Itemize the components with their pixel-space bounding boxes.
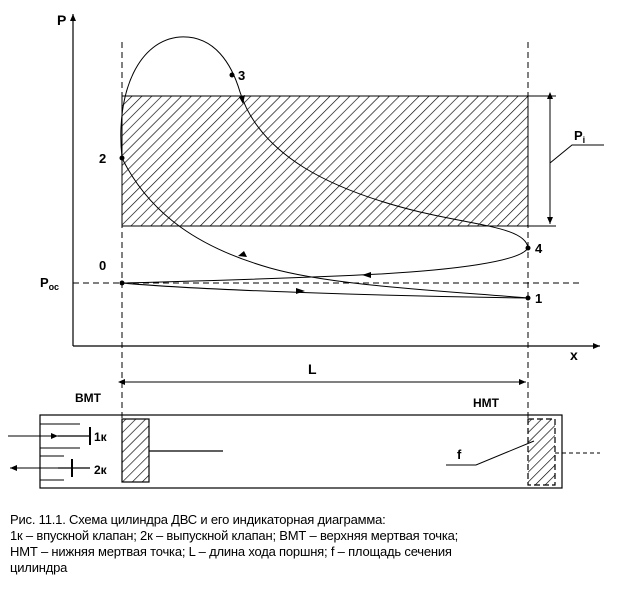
exhaust-valve-label: 2к xyxy=(94,463,107,477)
piston-area-label: f xyxy=(457,447,462,462)
piston-tdc xyxy=(122,419,149,482)
point-0-label: 0 xyxy=(99,258,107,273)
point-1 xyxy=(526,296,531,301)
point-3 xyxy=(230,73,235,78)
point-2-label: 2 xyxy=(99,151,107,166)
caption-line-3: НМТ – нижняя мертвая точка; L – длина хода поршня; f – площадь сечения xyxy=(10,544,452,559)
intake-stroke-curve xyxy=(122,283,528,298)
y-axis-label: P xyxy=(57,12,67,28)
p-oc-main: P xyxy=(40,275,49,290)
mean-indicated-pressure-area xyxy=(122,96,528,226)
point-0 xyxy=(120,281,125,286)
point-4-label: 4 xyxy=(535,241,543,256)
exhaust-stroke-curve xyxy=(122,248,528,283)
cylinder-body xyxy=(40,415,562,488)
point-1-label: 1 xyxy=(535,291,543,306)
cylinder xyxy=(8,415,600,488)
caption-line-4: цилиндра xyxy=(10,560,68,575)
figure-caption xyxy=(10,512,610,576)
x-axis-label: x xyxy=(570,347,578,363)
pi-leader xyxy=(550,145,604,163)
piston-bdc xyxy=(528,419,555,485)
exhaust-arrow xyxy=(362,272,371,278)
caption-line-2: 1к – впускной клапан; 2к – выпускной клапан; ВМТ – верхняя мертвая точка; xyxy=(10,528,459,543)
tdc-label: ВМТ xyxy=(75,391,101,405)
pi-sub: i xyxy=(582,135,586,145)
point-3-label: 3 xyxy=(238,68,246,83)
pi-label xyxy=(574,128,585,145)
intake-valve-label: 1к xyxy=(94,430,107,444)
p-oc-label xyxy=(40,275,59,292)
compression-arrow xyxy=(238,251,247,257)
point-2 xyxy=(120,156,125,161)
pi-main: P xyxy=(574,128,583,143)
intake-arrow xyxy=(296,288,305,294)
caption-line-1: Рис. 11.1. Схема цилиндра ДВС и его индикаторная диаграмма: xyxy=(10,512,386,527)
point-4 xyxy=(526,246,531,251)
bdc-label: НМТ xyxy=(473,396,499,410)
p-oc-sub: ос xyxy=(48,282,60,292)
stroke-length-label: L xyxy=(308,361,317,377)
